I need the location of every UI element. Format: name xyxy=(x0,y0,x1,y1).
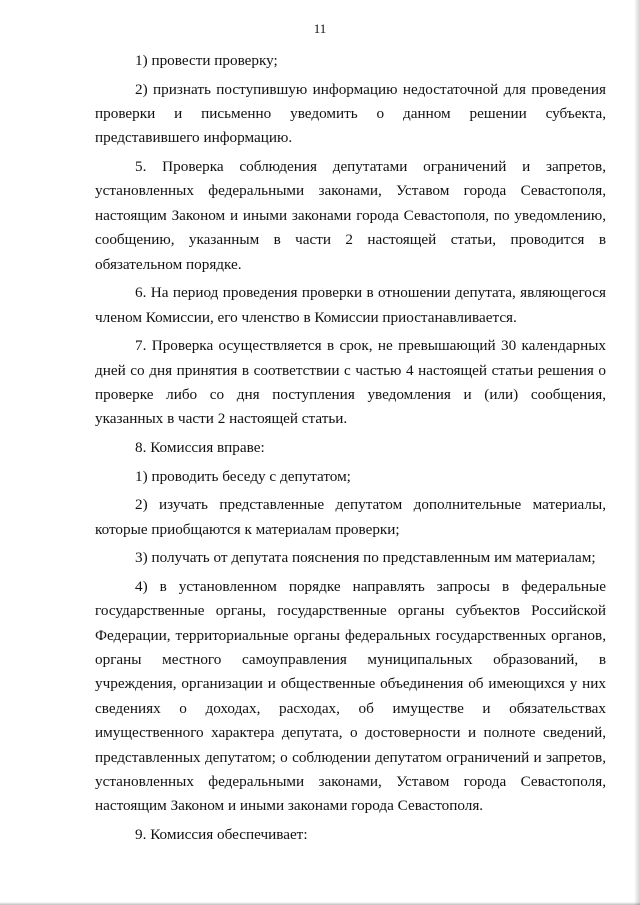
page-number: 11 xyxy=(313,21,327,36)
paragraph-section-8-item-4: 4) в установленном порядке направлять запросы в федеральные государственные органы, государственные органы субъектов Российской Федерации, территориальные органы федеральных государственных органов, органы местного самоуправления муниципальных образований, в учреждения, организации и общественные объединения об имеющихся у них сведениях о доходах, расходах, об имуществе и обязательствах имущественного характера депутата, о достоверности и полноте сведений, представленных депутатом; о соблюдении депутатом ограничений и запретов, установленных федеральными законами, Уставом города Севастополя, настоящим Законом и иными законами города Севастополя. xyxy=(95,577,606,815)
document-body xyxy=(95,49,606,852)
paragraph-section-7: 7. Проверка осуществляется в срок, не превышающий 30 календарных дней со дня принятия в соответствии с частью 4 настоящей статьи решения о проверке либо со дня поступления уведомления и (или) сообщения, указанных в части 2 настоящей статьи. xyxy=(95,337,606,428)
paragraph-section-5: 5. Проверка соблюдения депутатами ограничений и запретов, установленных федеральными законами, Уставом города Севастополя, настоящим Законом и иными законами города Севастополя, по уведомлению, сообщению, указанным в части 2 настоящей статьи, проводится в обязательном порядке. xyxy=(95,158,606,273)
paragraph-section-8-item-2: 2) изучать представленные депутатом дополнительные материалы, которые приобщаются к материалам проверки; xyxy=(95,496,606,538)
scan-edge-shadow xyxy=(634,0,640,905)
paragraph-section-9: 9. Комиссия обеспечивает: xyxy=(135,826,308,844)
paragraph-item-2: 2) признать поступившую информацию недостаточной для проведения проверки и письменно уведомить о данном решении субъекта, представившего информацию. xyxy=(95,80,606,147)
paragraph-section-6: 6. На период проведения проверки в отношении депутата, являющегося членом Комиссии, его членство в Комиссии приостанавливается. xyxy=(95,284,606,326)
paragraph-item-1: 1) провести проверку; xyxy=(135,52,278,69)
paragraph-section-8-item-3: 3) получать от депутата пояснения по представленным им материалам; xyxy=(135,549,596,567)
paragraph-section-8: 8. Комиссия вправе: xyxy=(135,439,265,457)
paragraph-section-8-item-1: 1) проводить беседу с депутатом; xyxy=(135,467,351,485)
